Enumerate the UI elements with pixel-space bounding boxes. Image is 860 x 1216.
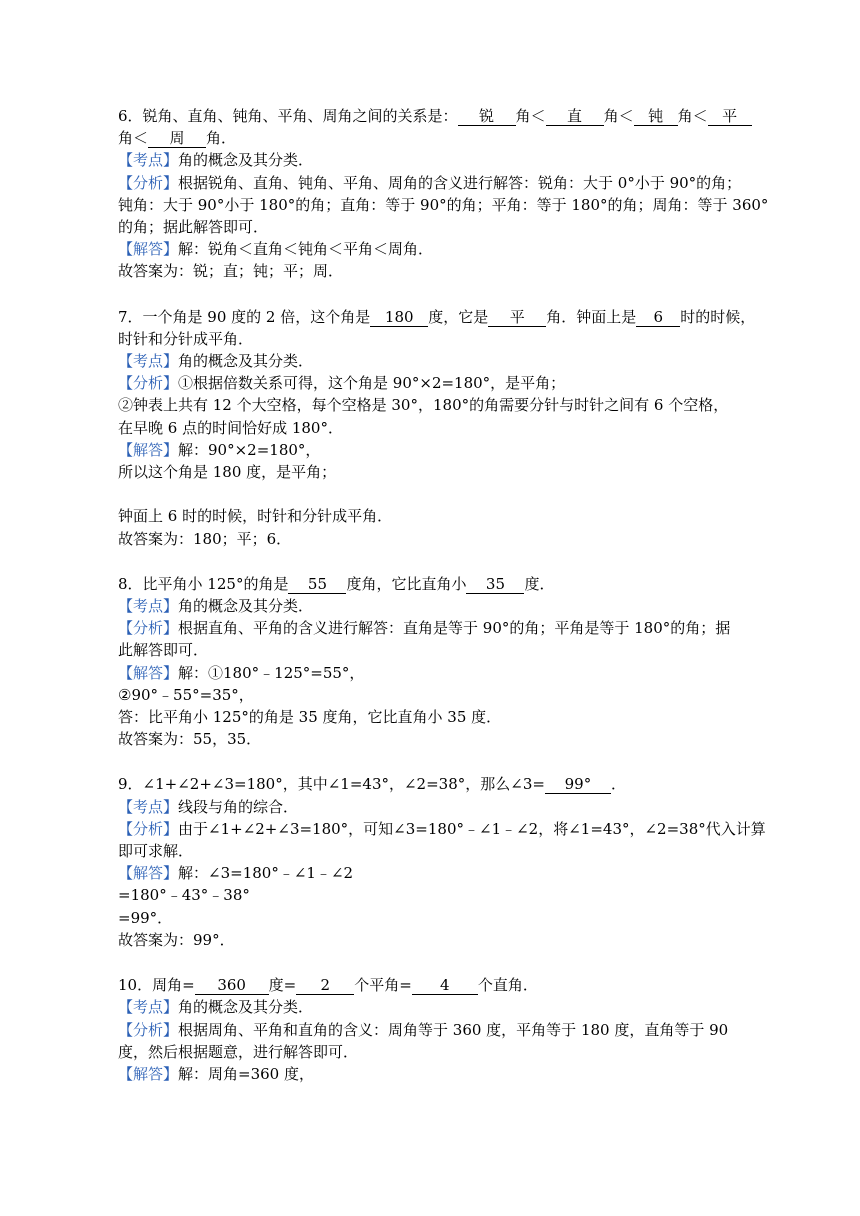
kaodian-text: 角的概念及其分类． — [178, 998, 314, 1017]
kaodian-label: 【考点】 — [118, 998, 179, 1017]
jieda-label: 【解答】 — [118, 240, 179, 259]
blank-line — [118, 483, 738, 505]
jieda-label: 【解答】 — [118, 1064, 179, 1083]
question-text: 角＜ — [677, 107, 708, 125]
kaodian-label: 【考点】 — [118, 597, 179, 616]
problem-item — [118, 573, 738, 751]
question-line — [118, 328, 738, 350]
answer-blank: 180 — [370, 309, 428, 327]
jieda-line: =99°． — [118, 908, 173, 927]
jieda-text: 解：锐角＜直角＜钝角＜平角＜周角． — [178, 240, 434, 259]
fenxi-text: 根据锐角、直角、钝角、平角、周角的含义进行解答：锐角：大于 0°小于 90°的角； — [178, 173, 742, 192]
question-text: 个直角． — [477, 976, 538, 995]
jieda-text: 解：90°×2=180°， — [178, 440, 321, 459]
fenxi-label: 【分析】 — [118, 619, 179, 638]
question-text: 度角，它比直角小 — [346, 574, 467, 593]
kaodian-text: 角的概念及其分类． — [178, 352, 314, 371]
jieda-line: =180°﹣43°﹣38° — [118, 886, 250, 905]
fenxi-line: 度，然后根据题意，进行解答即可． — [118, 1042, 359, 1061]
jieda-line — [118, 1063, 738, 1085]
fenxi-line: 即可求解． — [118, 842, 194, 861]
fenxi-line — [118, 818, 766, 840]
question-line — [118, 105, 738, 127]
question-line — [118, 773, 738, 795]
fenxi-label: 【分析】 — [118, 1020, 179, 1039]
question-text: 度，它是 — [428, 307, 489, 326]
fenxi-line — [118, 372, 738, 394]
question-text: 8．比平角小 125°的角是 — [118, 574, 289, 593]
fenxi-text: 根据周角、平角和直角的含义：周角等于 360 度，平角等于 180 度，直角等于 90 — [178, 1020, 729, 1039]
jieda-label: 【解答】 — [118, 864, 179, 883]
kaodian-label: 【考点】 — [118, 151, 179, 170]
answer-blank: 锐 — [458, 108, 516, 126]
question-text: 9．∠1+∠2+∠3=180°，其中∠1=43°，∠2=38°，那么∠3= — [118, 775, 545, 794]
answer-blank: 平 — [488, 309, 546, 327]
answer-blank: 6 — [636, 309, 680, 327]
jieda-line: 所以这个角是 180 度，是平角； — [118, 463, 337, 482]
jieda-line — [118, 862, 738, 884]
answer-blank: 钝 — [634, 108, 678, 126]
jieda-line — [118, 662, 738, 684]
fenxi-line: 钝角：大于 90°小于 180°的角；直角：等于 90°的角；平角：等于 180°的角；周角：等于 360° — [118, 195, 769, 214]
jieda-line: ②90°﹣55°=35°， — [118, 685, 254, 704]
kaodian-label: 【考点】 — [118, 797, 179, 816]
question-text: 7．一个角是 90 度的 2 倍，这个角是 — [118, 307, 371, 326]
question-text: 角＜ — [603, 107, 634, 125]
jieda-text: 解：①180°﹣125°=55°， — [178, 663, 365, 682]
problem-item — [118, 974, 738, 1085]
jieda-line: 故答案为：55，35． — [118, 730, 262, 749]
answer-blank: 周 — [148, 130, 206, 148]
kaodian-line — [118, 350, 738, 372]
question-text: ． — [610, 775, 626, 794]
jieda-line: 故答案为：99°． — [118, 930, 235, 949]
kaodian-line — [118, 149, 738, 171]
jieda-text: 解：周角=360 度， — [178, 1064, 314, 1083]
jieda-label: 【解答】 — [118, 663, 179, 682]
kaodian-line — [118, 796, 738, 818]
answer-blank: 360 — [195, 977, 269, 995]
question-text: 角． — [206, 129, 237, 148]
answer-blank: 35 — [466, 576, 524, 594]
question-text: 6．锐角、直角、钝角、平角、周角之间的关系是： — [118, 107, 458, 125]
kaodian-label: 【考点】 — [118, 352, 179, 371]
question-text: 时针和分针成平角． — [118, 329, 254, 348]
fenxi-line — [118, 617, 738, 639]
jieda-line: 故答案为：180；平；6． — [118, 529, 292, 548]
question-text: 10．周角= — [118, 976, 195, 995]
question-line — [118, 573, 738, 595]
answer-blank: 2 — [296, 977, 354, 995]
jieda-line: 故答案为：锐；直；钝；平；周． — [118, 262, 344, 281]
problem-item — [118, 306, 756, 550]
question-text: 度． — [524, 574, 555, 593]
fenxi-line: 的角；据此解答即可． — [118, 218, 269, 237]
question-line — [118, 974, 738, 996]
jieda-line: 钟面上 6 时的时候，时针和分针成平角． — [118, 507, 393, 526]
fenxi-line — [118, 172, 742, 194]
question-text: 度= — [268, 976, 297, 995]
question-line — [118, 127, 738, 149]
jieda-line — [118, 439, 738, 461]
question-text: 角＜ — [118, 129, 149, 148]
problem-item — [118, 773, 766, 951]
question-text: 时的时候， — [680, 307, 756, 326]
kaodian-text: 角的概念及其分类． — [178, 151, 314, 170]
kaodian-line — [118, 996, 738, 1018]
fenxi-line: 此解答即可． — [118, 641, 209, 660]
problem-item — [118, 105, 769, 283]
answer-blank: 55 — [288, 576, 346, 594]
kaodian-line — [118, 595, 738, 617]
question-line — [118, 306, 756, 328]
fenxi-label: 【分析】 — [118, 173, 179, 192]
fenxi-label: 【分析】 — [118, 819, 179, 838]
kaodian-text: 线段与角的综合． — [178, 797, 299, 816]
jieda-line: 答：比平角小 125°的角是 35 度角，它比直角小 35 度． — [118, 708, 502, 727]
answer-blank: 99° — [545, 776, 611, 794]
kaodian-text: 角的概念及其分类． — [178, 597, 314, 616]
fenxi-label: 【分析】 — [118, 374, 179, 393]
answer-blank: 4 — [412, 977, 478, 995]
question-text: 角＜ — [515, 107, 546, 125]
question-text: 角．钟面上是 — [546, 307, 637, 326]
fenxi-line: ②钟表上共有 12 个大空格，每个空格是 30°，180°的角需要分针与时针之间有 6 个空格， — [118, 396, 729, 415]
fenxi-text: ①根据倍数关系可得，这个角是 90°×2=180°，是平角； — [178, 374, 566, 393]
jieda-line — [118, 238, 738, 260]
jieda-text: 解：∠3=180°﹣∠1﹣∠2 — [178, 864, 354, 883]
fenxi-line — [118, 1019, 738, 1041]
fenxi-text: 根据直角、平角的含义进行解答：直角是等于 90°的角；平角是等于 180°的角；据 — [178, 619, 731, 638]
document-content — [118, 105, 769, 1085]
question-text: 个平角= — [354, 976, 412, 995]
fenxi-text: 由于∠1+∠2+∠3=180°，可知∠3=180°﹣∠1﹣∠2，将∠1=43°，∠2=38°代入计算 — [178, 819, 766, 838]
answer-blank: 直 — [546, 108, 604, 126]
fenxi-line: 在早晚 6 点的时间恰好成 180°． — [118, 418, 343, 437]
answer-blank: 平 — [708, 108, 752, 126]
jieda-label: 【解答】 — [118, 440, 179, 459]
